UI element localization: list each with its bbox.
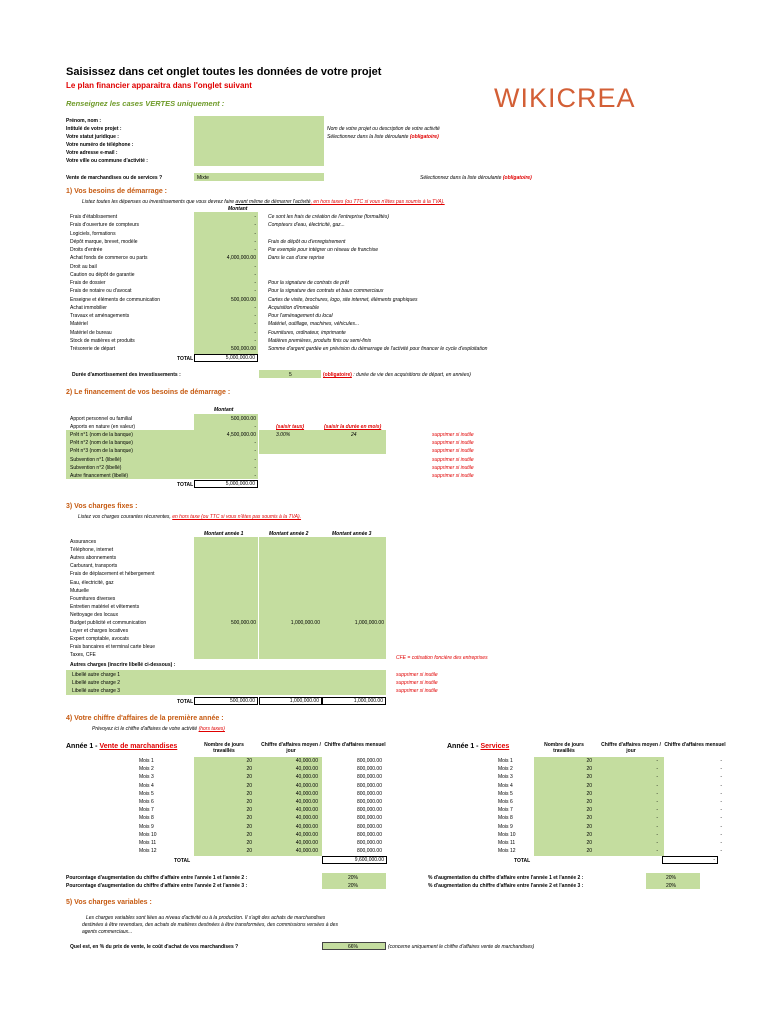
autre-charge-note: supprimer si inutile [396, 680, 438, 686]
s1-row-value[interactable]: - [254, 222, 256, 229]
days-value[interactable]: 20 [586, 790, 592, 797]
s1-title: 1) Vos besoins de démarrage : [66, 188, 168, 195]
pct2-value[interactable]: 20% [666, 883, 677, 889]
s1-row-value[interactable]: - [254, 271, 256, 278]
identity-note [327, 134, 439, 140]
s2-row-label: Prêt n°3 (nom de la banque) [70, 448, 133, 455]
s4-total-label: TOTAL [174, 858, 191, 864]
s3-row-value[interactable]: 1,000,000.00 [290, 620, 320, 626]
s1-row-label: Matériel [70, 321, 88, 328]
s1-row-label: Dépôt marque, brevet, modèle [70, 238, 138, 245]
s2-row-label: Subvention n°1 (libellé) [70, 456, 122, 463]
ca-month-value: - [720, 774, 722, 781]
s3-row-label: Autres abonnements [70, 555, 117, 562]
month-label: Mois 5 [139, 790, 154, 797]
days-value[interactable]: 20 [246, 758, 252, 764]
days-value[interactable]: 20 [586, 840, 592, 846]
days-value[interactable]: 20 [586, 758, 592, 764]
s3-title: 3) Vos charges fixes : [66, 503, 138, 510]
s1-row-label: Caution ou dépôt de garantie [70, 271, 135, 278]
s3-row-label: Carburant, transports [70, 563, 118, 570]
ca-day-value[interactable]: 40,000.00 [295, 815, 318, 822]
s2-row-taux[interactable]: 3.00% [276, 432, 291, 439]
identity-label: Votre statut juridique : [66, 134, 119, 140]
s1-row-label: Logiciels, formations [70, 230, 116, 237]
s5-intro-line: agents commerciaux... [82, 929, 133, 935]
ca-month-value: - [720, 782, 722, 789]
s4-total: 9,600,000.00 [322, 856, 387, 864]
s3-green-col3 [322, 537, 386, 659]
s3-green-col1 [194, 537, 258, 659]
s2-row-value[interactable]: - [254, 440, 256, 447]
ca-month-value: - [720, 790, 722, 797]
s1-row-label: Stock de matières et produits [70, 337, 135, 344]
ca-day-value[interactable]: 40,000.00 [295, 840, 318, 846]
month-label: Mois 7 [139, 807, 154, 814]
ca-month-value: 800,000.00 [356, 823, 382, 830]
s4-col-header: Chiffre d'affaires mensuel [324, 742, 386, 748]
s3-row-label: Frais bancaires et terminal carte bleue [70, 644, 156, 651]
s2-green-taux [259, 430, 322, 454]
days-value[interactable]: 20 [246, 799, 252, 805]
month-label: Mois 9 [139, 823, 154, 830]
month-label: Mois 8 [498, 815, 513, 822]
ca-month-value: 800,000.00 [356, 831, 382, 838]
s2-row-label: Prêt n°2 (nom de la banque) [70, 440, 133, 447]
autre-charge-label[interactable]: Libellé autre charge 3 [72, 688, 121, 694]
s3-col-header: Montant année 1 [204, 531, 244, 537]
s2-row-value[interactable]: - [254, 456, 256, 463]
identity-label: Intitulé de votre projet : [66, 126, 122, 132]
s3-col-header: Montant année 2 [269, 531, 309, 537]
s1-row-value[interactable]: - [254, 214, 256, 220]
ca-day-value[interactable]: 40,000.00 [295, 807, 318, 814]
s3-row-label: Fournitures diverses [70, 595, 116, 602]
pct1-label: Pourcentage d'augmentation du chiffre d'affaire entre l'année 1 et l'année 2 : [66, 875, 248, 881]
autres-label: Autres charges (inscrire libellé ci-dessous) : [70, 662, 176, 668]
s4-col-header: Chiffre d'affaires moyen / jour [601, 742, 661, 754]
s2-row-note: supprimer si inutile [432, 448, 474, 455]
s1-row-value[interactable]: - [254, 313, 256, 319]
ca-day-value[interactable]: - [656, 766, 658, 773]
pct1-value[interactable]: 20% [348, 875, 359, 881]
s1-row-label: Frais de dossier [70, 280, 106, 286]
ca-day-value[interactable]: 40,000.00 [295, 790, 318, 797]
s5-intro-line: Les charges variables sont liées au niveau d'activité ou à la production. Il s'agit des achats de marchandises [86, 915, 326, 921]
identity-note [327, 126, 440, 132]
identity-green-block [194, 116, 324, 166]
s3-row-label: Expert comptable, avocats [70, 636, 129, 643]
s1-row-note: Pour la signature des contrats et baux commerciaux [268, 288, 384, 295]
s1-row-value[interactable]: 4,000,000.00 [226, 255, 256, 262]
s1-row-note: Compteurs d'eau, électricité, gaz... [268, 222, 345, 229]
pct1-label: % d'augmentation du chiffre d'affaire entre l'année 1 et l'année 2 : [428, 875, 584, 881]
s2-row-note: supprimer si inutile [432, 456, 474, 463]
s1-row-label: Droit au bail [70, 263, 97, 270]
s1-row-value[interactable]: - [254, 230, 256, 237]
s1-row-note: Somme d'argent gardée en prévision du démarrage de l'activité pour financer le cycle d'exploitation [268, 346, 488, 352]
days-value[interactable]: 20 [586, 774, 592, 781]
ca-day-value[interactable]: 40,000.00 [295, 758, 318, 764]
vente-label: Vente de marchandises ou de services ? [66, 175, 163, 181]
s2-row-value[interactable]: - [254, 464, 256, 471]
s1-row-note: Matières premières, produits finis ou semi-finis [268, 337, 372, 344]
days-value[interactable]: 20 [246, 807, 252, 814]
days-value[interactable]: 20 [246, 848, 252, 855]
s1-row-label: Travaux et aménagements [70, 313, 130, 319]
pct2-label: % d'augmentation du chiffre d'affaire entre l'année 2 et l'année 3 : [428, 883, 584, 889]
s2-total-label: TOTAL [177, 482, 194, 488]
month-label: Mois 3 [139, 774, 154, 781]
s1-row-label: Achat fonds de commerce ou parts [70, 255, 148, 262]
s2-row-label: Subvention n°2 (libellé) [70, 464, 122, 471]
green-cells-instruction: Renseignez les cases VERTES uniquement : [66, 99, 225, 108]
pct2-value[interactable]: 20% [348, 883, 359, 889]
s2-row-label: Autre financement (libellé) [70, 472, 129, 479]
ca-day-value[interactable]: - [656, 823, 658, 830]
month-label: Mois 12 [139, 848, 157, 855]
autre-charge-label[interactable]: Libellé autre charge 2 [72, 680, 121, 686]
s2-row-note: supprimer si inutile [432, 472, 474, 479]
days-value[interactable]: 20 [586, 782, 592, 789]
duree-label: Durée d'amortissement des investissements : [72, 372, 181, 378]
s1-row-note: Fournitures, ordinateur, imprimante [268, 329, 346, 336]
month-label: Mois 5 [498, 790, 513, 797]
s1-row-note: Matériel, outillage, machines, véhicules... [268, 321, 360, 328]
identity-note-text: Sélectionnez dans la liste déroulante [327, 134, 409, 140]
s1-total-label: TOTAL [177, 356, 194, 362]
ca-day-value[interactable]: - [656, 799, 658, 805]
ca-day-value[interactable]: - [656, 831, 658, 838]
days-value[interactable]: 20 [586, 831, 592, 838]
s4-col-header: Nombre de jours travaillés [204, 742, 244, 754]
days-value[interactable]: 20 [246, 815, 252, 822]
s5-intro-line: destinées à être revendues, des achats de matières destinées à être transformées, des commissions versées à des [82, 922, 338, 928]
month-label: Mois 7 [498, 807, 513, 814]
s1-row-note: Cartes de visite, brochures, logo, site internet, éléments graphiques [268, 296, 418, 303]
s2-col-montant: Montant [214, 407, 234, 413]
s1-row-note: Ce sont les frais de création de l'entreprise (formalités) [268, 214, 390, 220]
s3-row-label: Nettoyage des locaux [70, 611, 119, 618]
ca-day-value[interactable]: - [656, 790, 658, 797]
s3-total: 500,000.00 [194, 697, 258, 705]
month-label: Mois 11 [139, 840, 157, 846]
identity-note-text: Nom de votre projet ou description de votre activité [327, 126, 440, 132]
month-label: Mois 1 [139, 758, 154, 764]
autre-charge-note: supprimer si inutile [396, 672, 438, 678]
s3-row-label: Loyer et charges locatives [70, 628, 129, 635]
identity-label: Votre numéro de téléphone : [66, 142, 134, 148]
ca-month-value: - [720, 831, 722, 838]
ca-day-value[interactable]: 40,000.00 [295, 823, 318, 830]
ca-day-value[interactable]: - [656, 815, 658, 822]
ca-month-value: 800,000.00 [356, 758, 382, 764]
days-value[interactable]: 20 [586, 823, 592, 830]
days-value[interactable]: 20 [586, 799, 592, 805]
s3-row-label: Téléphone, internet [70, 547, 114, 554]
identity-note-required: (obligatoire) [409, 134, 439, 140]
s2-total: 5,000,000.00 [194, 480, 258, 488]
ca-month-value: 800,000.00 [356, 840, 382, 846]
ca-day-value[interactable]: 40,000.00 [295, 782, 318, 789]
month-label: Mois 4 [139, 782, 154, 789]
ca-month-value: - [720, 758, 722, 764]
s1-row-value[interactable]: - [254, 247, 256, 253]
ca-day-value[interactable]: 40,000.00 [295, 766, 318, 773]
s1-row-note: Frais de dépôt ou d'enregistrement [268, 238, 346, 245]
s2-row-value[interactable]: 500,000.00 [230, 416, 256, 422]
s2-row-note: supprimer si inutile [432, 464, 474, 471]
logo-text: WIKICREA [494, 83, 636, 110]
s4-total: - [662, 856, 718, 864]
s5-title: 5) Vos charges variables : [66, 899, 152, 906]
s2-row-value[interactable]: - [254, 448, 256, 455]
vente-note: Sélectionnez dans la liste déroulante (obligatoire) [420, 175, 532, 181]
s3-total: 1,000,000.00 [322, 697, 386, 705]
pct1-value[interactable]: 20% [666, 875, 677, 881]
ca-day-value[interactable]: - [656, 848, 658, 855]
days-value[interactable]: 20 [246, 790, 252, 797]
s1-row-value[interactable]: - [254, 288, 256, 295]
s1-row-label: Droits d'entrée [70, 247, 103, 253]
identity-label: Prénom, nom : [66, 118, 102, 124]
s1-row-label: Frais d'ouverture de compteurs [70, 222, 140, 229]
ca-day-value[interactable]: - [656, 774, 658, 781]
s4-intro: Prévoyez ici le chiffre d'affaires de votre activité (hors taxes) [92, 726, 225, 732]
s5-value[interactable]: 66% [348, 944, 359, 950]
s1-row-value[interactable]: - [254, 321, 256, 328]
s2-duree-header: (saisir la durée en mois) [324, 424, 382, 430]
s2-row-label: Prêt n°1 (nom de la banque) [70, 432, 133, 439]
ca-month-value: 800,000.00 [356, 815, 382, 822]
s5-note: (concerne uniquement le chiffre d'affaires vente de marchandises) [388, 944, 535, 950]
s2-row-value[interactable]: 4,500,000.00 [226, 432, 256, 439]
month-label: Mois 1 [498, 758, 513, 764]
s4-title: 4) Votre chiffre d'affaires de la première année : [66, 715, 224, 722]
s3-row-label: Entretien matériel et vêtements [70, 603, 140, 610]
s2-row-label: Apport personnel ou familial [70, 416, 132, 422]
s3-row-label: Frais de déplacement et hébergement [70, 571, 155, 578]
s3-col-header: Montant année 3 [332, 531, 372, 537]
ca-day-value[interactable]: 40,000.00 [295, 774, 318, 781]
s1-row-note: Par exemple pour intégrer un réseau de franchise [268, 247, 379, 253]
s3-intro: Listez vos charges courantes récurrentes, en hors taxe (ou TTC si vous n'êtes pas soumis à la TVA). [78, 514, 302, 520]
s3-total: 1,000,000.00 [259, 697, 322, 705]
days-value[interactable]: 20 [246, 782, 252, 789]
month-label: Mois 2 [498, 766, 513, 773]
days-value[interactable]: 20 [246, 766, 252, 773]
month-label: Mois 6 [498, 799, 513, 805]
ca-month-value: 800,000.00 [356, 790, 382, 797]
s4-col-header: Chiffre d'affaires mensuel [664, 742, 726, 748]
s1-row-note: Pour l'aménagement du local [268, 313, 333, 319]
ca-day-value[interactable]: - [656, 782, 658, 789]
autre-charge-label[interactable]: Libellé autre charge 1 [72, 672, 121, 678]
s1-row-label: Trésorerie de départ [70, 346, 116, 352]
ca-month-value: - [720, 815, 722, 822]
ca-month-value: - [720, 766, 722, 773]
month-label: Mois 3 [498, 774, 513, 781]
vente-green-cell[interactable] [194, 173, 324, 181]
month-label: Mois 9 [498, 823, 513, 830]
s3-row-label: Taxes, CFE [70, 652, 96, 659]
s2-row-value[interactable]: - [254, 424, 256, 431]
month-label: Mois 10 [498, 831, 516, 838]
page-subtitle: Le plan financier apparaitra dans l'onglet suivant [66, 81, 252, 90]
ca-day-value[interactable]: 40,000.00 [295, 848, 318, 855]
s1-row-value[interactable]: - [254, 263, 256, 270]
cfe-note: CFE = cotisation foncière des entreprises [396, 655, 488, 661]
s2-row-label: Apports en nature (en valeur) [70, 424, 136, 431]
ca-day-value[interactable]: - [656, 758, 658, 764]
duree-value[interactable]: 5 [289, 372, 292, 378]
s3-row-value[interactable]: 1,000,000.00 [354, 620, 384, 626]
s1-row-value[interactable]: 500,000.00 [230, 296, 256, 303]
month-label: Mois 10 [139, 831, 157, 838]
s2-row-value[interactable]: - [254, 472, 256, 479]
ca-day-value[interactable]: - [656, 840, 658, 846]
s3-row-label: Budget publicité et communication [70, 620, 147, 626]
s1-row-value[interactable]: 500,000.00 [230, 346, 256, 352]
ca-month-value: 800,000.00 [356, 782, 382, 789]
ca-month-value: - [720, 799, 722, 805]
ca-day-value[interactable]: 40,000.00 [295, 831, 318, 838]
days-value[interactable]: 20 [246, 774, 252, 781]
s1-row-label: Achat immobilier [70, 304, 107, 311]
ca-month-value: 800,000.00 [356, 774, 382, 781]
days-value[interactable]: 20 [246, 831, 252, 838]
days-value[interactable]: 20 [586, 848, 592, 855]
s1-row-value[interactable]: - [254, 337, 256, 344]
s4-col-header: Chiffre d'affaires moyen / jour [261, 742, 321, 754]
s2-title: 2) Le financement de vos besoins de démarrage : [66, 389, 231, 396]
right-year-title: Année 1 - Services [447, 743, 510, 750]
month-label: Mois 11 [498, 840, 516, 846]
left-year-title: Année 1 - Vente de marchandises [66, 743, 178, 750]
s1-row-value[interactable]: - [254, 304, 256, 311]
identity-label: Votre ville ou commune d'activité : [66, 158, 148, 164]
s1-intro: Listez toutes les dépenses ou investissements que vous devrez faire avant même de démarrer l'activité, en hors taxes (ou TTC si vous n'êtes pas soumis à la TVA). [82, 199, 445, 205]
s1-row-note: Dans le cas d'une reprise [268, 255, 325, 262]
s1-row-value[interactable]: - [254, 280, 256, 286]
s1-row-label: Enseigne et éléments de communication [70, 296, 161, 303]
s3-row-label: Mutuelle [70, 587, 89, 594]
s2-row-duree[interactable]: 24 [351, 432, 357, 439]
s4-total-label: TOTAL [514, 858, 531, 864]
ca-day-value[interactable]: 40,000.00 [295, 799, 318, 805]
month-label: Mois 2 [139, 766, 154, 773]
s1-row-label: Frais d'établissement [70, 214, 118, 220]
wikicrea-logo [494, 82, 642, 110]
vente-value[interactable]: Mixte [197, 175, 209, 181]
s1-row-note: Pour la signature de contrats de prêt [268, 280, 349, 286]
days-value[interactable]: 20 [586, 807, 592, 814]
month-label: Mois 6 [139, 799, 154, 805]
month-label: Mois 4 [498, 782, 513, 789]
s1-row-note: Acquisition d'immeuble [268, 304, 319, 311]
ca-day-value[interactable]: - [656, 807, 658, 814]
ca-month-value: - [720, 840, 722, 846]
ca-month-value: - [720, 848, 722, 855]
identity-label: Votre adresse e-mail : [66, 150, 118, 156]
s3-green-col2 [259, 537, 322, 659]
ca-month-value: - [720, 823, 722, 830]
s3-total-label: TOTAL [177, 699, 194, 705]
s3-row-label: Assurances [70, 539, 97, 545]
s2-row-note: supprimer si inutile [432, 432, 474, 439]
days-value[interactable]: 20 [246, 823, 252, 830]
autre-charge-note: supprimer si inutile [396, 688, 438, 694]
s2-row-note: supprimer si inutile [432, 440, 474, 447]
s1-row-label: Frais de notaire ou d'avocat [70, 288, 132, 295]
s5-question: Quel est, en % du prix de vente, le coût d'achat de vos marchandises ? [70, 944, 239, 950]
page-title: Saisissez dans cet onglet toutes les données de votre projet [66, 66, 382, 78]
ca-month-value: 800,000.00 [356, 766, 382, 773]
s3-row-value[interactable]: 500,000.00 [230, 620, 256, 626]
s4-col-header: Nombre de jours travaillés [544, 742, 584, 754]
s1-row-value[interactable]: - [254, 238, 256, 245]
ca-month-value: 800,000.00 [356, 807, 382, 814]
s3-row-label: Eau, électricité, gaz [70, 579, 114, 586]
ca-month-value: 800,000.00 [356, 799, 382, 805]
s1-total: 5,000,000.00 [194, 354, 258, 362]
pct2-label: Pourcentage d'augmentation du chiffre d'affaire entre l'année 2 et l'année 3 : [66, 883, 248, 889]
ca-month-value: 800,000.00 [356, 848, 382, 855]
days-value[interactable]: 20 [586, 815, 592, 822]
days-value[interactable]: 20 [246, 840, 252, 846]
s2-taux-header: (saisir taux) [276, 424, 305, 430]
ca-month-value: - [720, 807, 722, 814]
duree-note: (obligatoire) : durée de vie des acquisitions de départ, en années) [323, 372, 471, 378]
month-label: Mois 12 [498, 848, 516, 855]
days-value[interactable]: 20 [586, 766, 592, 773]
s1-row-value[interactable]: - [254, 329, 256, 336]
s1-row-label: Matériel de bureau [70, 329, 112, 336]
month-label: Mois 8 [139, 815, 154, 822]
s1-col-montant: Montant [228, 206, 248, 212]
